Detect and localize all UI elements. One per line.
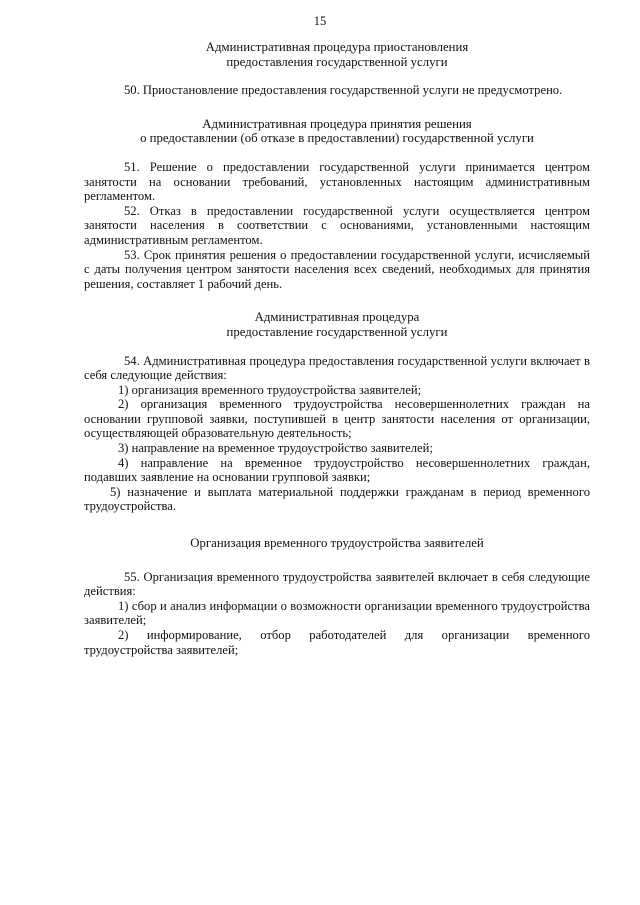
list-item: 1) сбор и анализ информации о возможности организации временного трудоустройства заявителей; (84, 598, 590, 628)
list-item: 4) направление на временное трудоустройство несовершеннолетних граждан, подавших заявление на основании групповой заявки; (84, 455, 590, 485)
document-body (84, 40, 590, 657)
heading-line: о предоставлении (об отказе в предоставлении) государственной услуги (140, 131, 534, 146)
list-item: 3) направление на временное трудоустройство заявителей; (118, 441, 433, 456)
page-number: 15 (313, 14, 327, 28)
paragraph-54: 54. Административная процедура предоставления государственной услуги включает в себя следующие действия: (84, 353, 590, 383)
list-item: 1) организация временного трудоустройства заявителей; (118, 382, 422, 397)
heading-line: Административная процедура принятия решения (202, 116, 472, 131)
list-item: 2) информирование, отбор работодателей для организации временного трудоустройства заявителей; (84, 628, 590, 657)
heading-line: Административная процедура приостановления (205, 40, 469, 54)
heading-line: предоставления государственной услуги (226, 54, 448, 69)
section-heading-provision (84, 310, 590, 339)
paragraph-51: 51. Решение о предоставлении государственной услуги принимается центром занятости на основании требований, установленных настоящим административным регламентом. (84, 159, 590, 204)
paragraph-53: 53. Срок принятия решения о предоставлении государственной услуги, исчисляемый с даты получения центром занятости населения всех сведений, необходимых для принятия решения, составляет 1 рабочий день. (84, 247, 590, 291)
heading-line: предоставление государственной услуги (226, 324, 448, 339)
paragraph-52: 52. Отказ в предоставлении государственной услуги осуществляется центром занятости населения в соответствии с основаниями, установленными настоящим административным регламентом. (84, 203, 590, 247)
list-item: 5) назначение и выплата материальной поддержки гражданам в период временного трудоустройства. (84, 484, 590, 514)
heading-line: Организация временного трудоустройства заявителей (190, 536, 484, 551)
heading-line: Административная процедура (254, 310, 420, 325)
section-heading-decision (84, 117, 590, 146)
section-heading-temporary-employment (84, 536, 590, 551)
section-heading-suspension (84, 40, 590, 69)
paragraph-50: 50. Приостановление предоставления государственной услуги не предусмотрено. (124, 83, 563, 98)
paragraph-55: 55. Организация временного трудоустройства заявителей включает в себя следующие действия: (84, 569, 590, 599)
list-item: 2) организация временного трудоустройства несовершеннолетних граждан на основании групповой заявки, поступившей в центр занятости населения от организации, осуществляющей образовательную деятельность; (84, 397, 590, 441)
